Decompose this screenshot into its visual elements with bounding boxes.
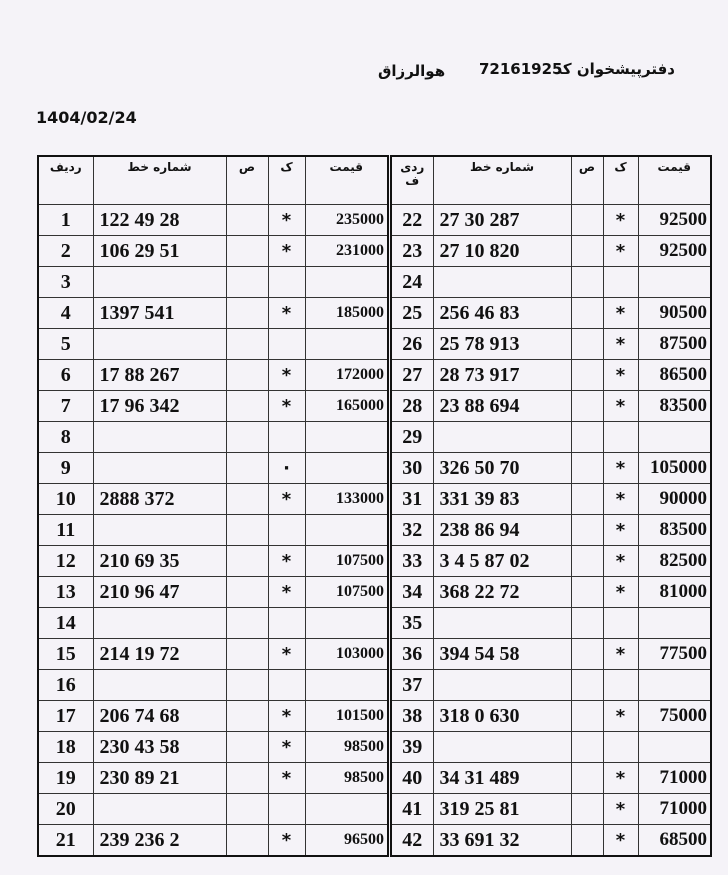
phone-number: 319 25 81 xyxy=(433,794,571,825)
sad-mark xyxy=(571,391,603,422)
table-row xyxy=(38,360,388,391)
sad-mark xyxy=(571,639,603,670)
row-number: 30 xyxy=(391,453,433,484)
table-row xyxy=(38,577,388,608)
phone-number xyxy=(93,329,226,360)
col-header-row: ردی ف xyxy=(391,156,433,205)
kaf-mark: * xyxy=(268,391,305,422)
sad-mark xyxy=(571,360,603,391)
sad-mark xyxy=(226,360,268,391)
table-row xyxy=(391,453,711,484)
sad-mark xyxy=(226,608,268,639)
price-value: 90500 xyxy=(638,298,711,329)
table-row xyxy=(391,670,711,701)
kaf-mark: * xyxy=(603,639,638,670)
kaf-mark xyxy=(603,422,638,453)
price-value xyxy=(305,515,388,546)
price-value: 75000 xyxy=(638,701,711,732)
table-row xyxy=(391,577,711,608)
header-code: 72161925 xyxy=(479,60,563,78)
row-number: 42 xyxy=(391,825,433,857)
sad-mark xyxy=(226,732,268,763)
table-row xyxy=(391,391,711,422)
sad-mark xyxy=(226,670,268,701)
kaf-mark: * xyxy=(268,577,305,608)
header-title: دفترپیشخوان کد xyxy=(554,60,675,78)
price-value: 77500 xyxy=(638,639,711,670)
price-value: 98500 xyxy=(305,763,388,794)
table-row xyxy=(391,732,711,763)
row-number: 16 xyxy=(38,670,93,701)
price-value: 235000 xyxy=(305,205,388,236)
document-date: 1404/02/24 xyxy=(36,108,137,127)
kaf-mark: * xyxy=(268,360,305,391)
price-value: 185000 xyxy=(305,298,388,329)
row-number: 27 xyxy=(391,360,433,391)
row-number: 9 xyxy=(38,453,93,484)
phone-number xyxy=(433,267,571,298)
kaf-mark: * xyxy=(268,732,305,763)
sad-mark xyxy=(571,732,603,763)
phone-number xyxy=(93,453,226,484)
kaf-mark xyxy=(268,422,305,453)
kaf-mark: * xyxy=(268,639,305,670)
kaf-mark: · xyxy=(268,453,305,484)
price-table-right xyxy=(390,155,712,857)
price-value xyxy=(305,670,388,701)
kaf-mark xyxy=(268,515,305,546)
phone-number: 326 50 70 xyxy=(433,453,571,484)
table-row xyxy=(391,515,711,546)
price-value xyxy=(305,453,388,484)
price-value: 98500 xyxy=(305,732,388,763)
table-row xyxy=(391,546,711,577)
kaf-mark: * xyxy=(603,484,638,515)
sad-mark xyxy=(226,236,268,267)
table-row xyxy=(391,360,711,391)
kaf-mark: * xyxy=(603,236,638,267)
row-number: 4 xyxy=(38,298,93,329)
price-value xyxy=(305,794,388,825)
phone-number xyxy=(93,794,226,825)
sad-mark xyxy=(226,453,268,484)
col-header-sad: ص xyxy=(226,156,268,205)
kaf-mark: * xyxy=(268,546,305,577)
kaf-mark xyxy=(603,670,638,701)
price-value xyxy=(638,732,711,763)
sad-mark xyxy=(571,670,603,701)
table-row xyxy=(38,298,388,329)
kaf-mark: * xyxy=(603,825,638,857)
row-number: 15 xyxy=(38,639,93,670)
row-number: 25 xyxy=(391,298,433,329)
phone-number xyxy=(93,608,226,639)
table-row xyxy=(391,763,711,794)
phone-number: 23 88 694 xyxy=(433,391,571,422)
sad-mark xyxy=(571,608,603,639)
kaf-mark: * xyxy=(268,236,305,267)
table-row xyxy=(38,515,388,546)
table-row xyxy=(391,298,711,329)
row-number: 2 xyxy=(38,236,93,267)
kaf-mark: * xyxy=(603,546,638,577)
phone-number: 17 96 342 xyxy=(93,391,226,422)
row-number: 21 xyxy=(38,825,93,857)
phone-number: 230 43 58 xyxy=(93,732,226,763)
kaf-mark: * xyxy=(603,701,638,732)
phone-number: 394 54 58 xyxy=(433,639,571,670)
sad-mark xyxy=(226,515,268,546)
row-number: 3 xyxy=(38,267,93,298)
row-number: 37 xyxy=(391,670,433,701)
row-number: 26 xyxy=(391,329,433,360)
phone-number: 27 30 287 xyxy=(433,205,571,236)
price-value: 101500 xyxy=(305,701,388,732)
sad-mark xyxy=(226,298,268,329)
row-number: 13 xyxy=(38,577,93,608)
price-value xyxy=(638,422,711,453)
price-value: 107500 xyxy=(305,577,388,608)
price-table-left xyxy=(37,155,389,857)
sad-mark xyxy=(571,205,603,236)
table-row xyxy=(38,763,388,794)
price-value xyxy=(305,422,388,453)
phone-number xyxy=(433,422,571,453)
sad-mark xyxy=(226,546,268,577)
price-value xyxy=(305,608,388,639)
table-row xyxy=(391,267,711,298)
price-value: 231000 xyxy=(305,236,388,267)
kaf-mark xyxy=(603,267,638,298)
phone-number: 3 4 5 87 02 xyxy=(433,546,571,577)
row-number: 17 xyxy=(38,701,93,732)
row-number: 10 xyxy=(38,484,93,515)
price-value: 90000 xyxy=(638,484,711,515)
table-row xyxy=(38,484,388,515)
phone-number: 27 10 820 xyxy=(433,236,571,267)
row-number: 22 xyxy=(391,205,433,236)
price-value: 71000 xyxy=(638,794,711,825)
row-number: 29 xyxy=(391,422,433,453)
col-header-sad: ص xyxy=(571,156,603,205)
table-body-right xyxy=(391,205,711,857)
sad-mark xyxy=(571,236,603,267)
sad-mark xyxy=(571,701,603,732)
table-row xyxy=(38,639,388,670)
table-row xyxy=(391,329,711,360)
header-greeting: هوالرزاق xyxy=(378,62,446,80)
table-row xyxy=(391,825,711,857)
kaf-mark: * xyxy=(603,205,638,236)
phone-number xyxy=(93,515,226,546)
table-header xyxy=(38,156,388,205)
price-value: 81000 xyxy=(638,577,711,608)
phone-number xyxy=(93,422,226,453)
phone-number: 28 73 917 xyxy=(433,360,571,391)
phone-number: 33 691 32 xyxy=(433,825,571,857)
sad-mark xyxy=(226,267,268,298)
row-number: 41 xyxy=(391,794,433,825)
price-value: 92500 xyxy=(638,236,711,267)
phone-number: 25 78 913 xyxy=(433,329,571,360)
table-row xyxy=(38,670,388,701)
row-number: 5 xyxy=(38,329,93,360)
row-number: 12 xyxy=(38,546,93,577)
phone-number: 230 89 21 xyxy=(93,763,226,794)
price-value: 68500 xyxy=(638,825,711,857)
col-header-kaf: ک xyxy=(268,156,305,205)
sad-mark xyxy=(226,391,268,422)
table-row xyxy=(38,422,388,453)
price-value: 105000 xyxy=(638,453,711,484)
phone-number: 331 39 83 xyxy=(433,484,571,515)
sad-mark xyxy=(226,825,268,857)
kaf-mark: * xyxy=(268,825,305,857)
row-number: 23 xyxy=(391,236,433,267)
sad-mark xyxy=(571,329,603,360)
price-value: 82500 xyxy=(638,546,711,577)
sad-mark xyxy=(571,422,603,453)
price-value: 83500 xyxy=(638,515,711,546)
table-row xyxy=(38,236,388,267)
table-row xyxy=(391,205,711,236)
price-value: 96500 xyxy=(305,825,388,857)
price-value xyxy=(638,267,711,298)
phone-number: 210 69 35 xyxy=(93,546,226,577)
phone-number: 318 0 630 xyxy=(433,701,571,732)
sad-mark xyxy=(226,577,268,608)
row-number: 7 xyxy=(38,391,93,422)
row-number: 19 xyxy=(38,763,93,794)
price-value: 103000 xyxy=(305,639,388,670)
price-value: 87500 xyxy=(638,329,711,360)
kaf-mark: * xyxy=(603,794,638,825)
row-number: 40 xyxy=(391,763,433,794)
row-number: 14 xyxy=(38,608,93,639)
row-number: 18 xyxy=(38,732,93,763)
sad-mark xyxy=(571,298,603,329)
price-value xyxy=(305,267,388,298)
table-row xyxy=(391,701,711,732)
kaf-mark: * xyxy=(603,515,638,546)
phone-number: 238 86 94 xyxy=(433,515,571,546)
phone-number: 17 88 267 xyxy=(93,360,226,391)
kaf-mark: * xyxy=(268,701,305,732)
price-value xyxy=(638,608,711,639)
table-row xyxy=(391,639,711,670)
row-number: 20 xyxy=(38,794,93,825)
phone-number xyxy=(433,608,571,639)
kaf-mark xyxy=(268,608,305,639)
row-number: 1 xyxy=(38,205,93,236)
sad-mark xyxy=(571,267,603,298)
price-value: 172000 xyxy=(305,360,388,391)
table-row xyxy=(38,267,388,298)
sad-mark xyxy=(226,484,268,515)
price-value: 165000 xyxy=(305,391,388,422)
row-number: 34 xyxy=(391,577,433,608)
kaf-mark: * xyxy=(603,763,638,794)
table-row xyxy=(38,701,388,732)
kaf-mark: * xyxy=(603,360,638,391)
kaf-mark xyxy=(603,608,638,639)
phone-number: 106 29 51 xyxy=(93,236,226,267)
sad-mark xyxy=(571,763,603,794)
kaf-mark: * xyxy=(603,391,638,422)
row-number: 38 xyxy=(391,701,433,732)
row-number: 6 xyxy=(38,360,93,391)
table-row xyxy=(391,608,711,639)
row-number: 11 xyxy=(38,515,93,546)
table-row xyxy=(391,236,711,267)
price-value: 133000 xyxy=(305,484,388,515)
row-number: 36 xyxy=(391,639,433,670)
phone-number: 122 49 28 xyxy=(93,205,226,236)
row-number: 33 xyxy=(391,546,433,577)
phone-number xyxy=(433,732,571,763)
phone-number: 1397 541 xyxy=(93,298,226,329)
phone-number xyxy=(93,267,226,298)
row-number: 35 xyxy=(391,608,433,639)
phone-number: 2888 372 xyxy=(93,484,226,515)
sad-mark xyxy=(571,484,603,515)
kaf-mark: * xyxy=(603,329,638,360)
phone-number: 256 46 83 xyxy=(433,298,571,329)
sad-mark xyxy=(571,546,603,577)
table-row xyxy=(38,391,388,422)
table-row xyxy=(38,732,388,763)
price-value: 71000 xyxy=(638,763,711,794)
table-row xyxy=(391,422,711,453)
kaf-mark xyxy=(268,670,305,701)
col-header-phone: شماره خط xyxy=(93,156,226,205)
sad-mark xyxy=(226,205,268,236)
table-row xyxy=(38,608,388,639)
table-body-left xyxy=(38,205,388,857)
kaf-mark: * xyxy=(603,453,638,484)
sad-mark xyxy=(571,825,603,857)
phone-number: 210 96 47 xyxy=(93,577,226,608)
kaf-mark xyxy=(268,329,305,360)
phone-number: 214 19 72 xyxy=(93,639,226,670)
row-number: 39 xyxy=(391,732,433,763)
row-number: 24 xyxy=(391,267,433,298)
sad-mark xyxy=(571,794,603,825)
kaf-mark xyxy=(603,732,638,763)
table-row xyxy=(38,205,388,236)
sad-mark xyxy=(571,577,603,608)
phone-number xyxy=(93,670,226,701)
sad-mark xyxy=(571,453,603,484)
col-header-phone: شماره خط xyxy=(433,156,571,205)
table-row xyxy=(391,484,711,515)
table-row xyxy=(38,825,388,857)
price-value xyxy=(638,670,711,701)
phone-number: 239 236 2 xyxy=(93,825,226,857)
sad-mark xyxy=(226,794,268,825)
row-number: 31 xyxy=(391,484,433,515)
sad-mark xyxy=(226,639,268,670)
kaf-mark: * xyxy=(603,577,638,608)
table-header xyxy=(391,156,711,205)
price-value: 92500 xyxy=(638,205,711,236)
kaf-mark xyxy=(268,794,305,825)
col-header-kaf: ک xyxy=(603,156,638,205)
col-header-price: قیمت xyxy=(638,156,711,205)
sad-mark xyxy=(226,422,268,453)
kaf-mark: * xyxy=(268,205,305,236)
col-header-row: ردیف xyxy=(38,156,93,205)
price-value xyxy=(305,329,388,360)
price-value: 107500 xyxy=(305,546,388,577)
kaf-mark: * xyxy=(603,298,638,329)
phone-number: 368 22 72 xyxy=(433,577,571,608)
sad-mark xyxy=(226,701,268,732)
col-header-price: قیمت xyxy=(305,156,388,205)
table-row xyxy=(38,794,388,825)
phone-number: 206 74 68 xyxy=(93,701,226,732)
phone-number xyxy=(433,670,571,701)
kaf-mark: * xyxy=(268,484,305,515)
sad-mark xyxy=(226,763,268,794)
price-value: 86500 xyxy=(638,360,711,391)
table-row xyxy=(38,453,388,484)
price-value: 83500 xyxy=(638,391,711,422)
table-row xyxy=(38,546,388,577)
row-number: 28 xyxy=(391,391,433,422)
table-row xyxy=(391,794,711,825)
row-number: 8 xyxy=(38,422,93,453)
phone-number: 34 31 489 xyxy=(433,763,571,794)
row-number: 32 xyxy=(391,515,433,546)
kaf-mark xyxy=(268,267,305,298)
table-row xyxy=(38,329,388,360)
kaf-mark: * xyxy=(268,763,305,794)
kaf-mark: * xyxy=(268,298,305,329)
sad-mark xyxy=(571,515,603,546)
sad-mark xyxy=(226,329,268,360)
